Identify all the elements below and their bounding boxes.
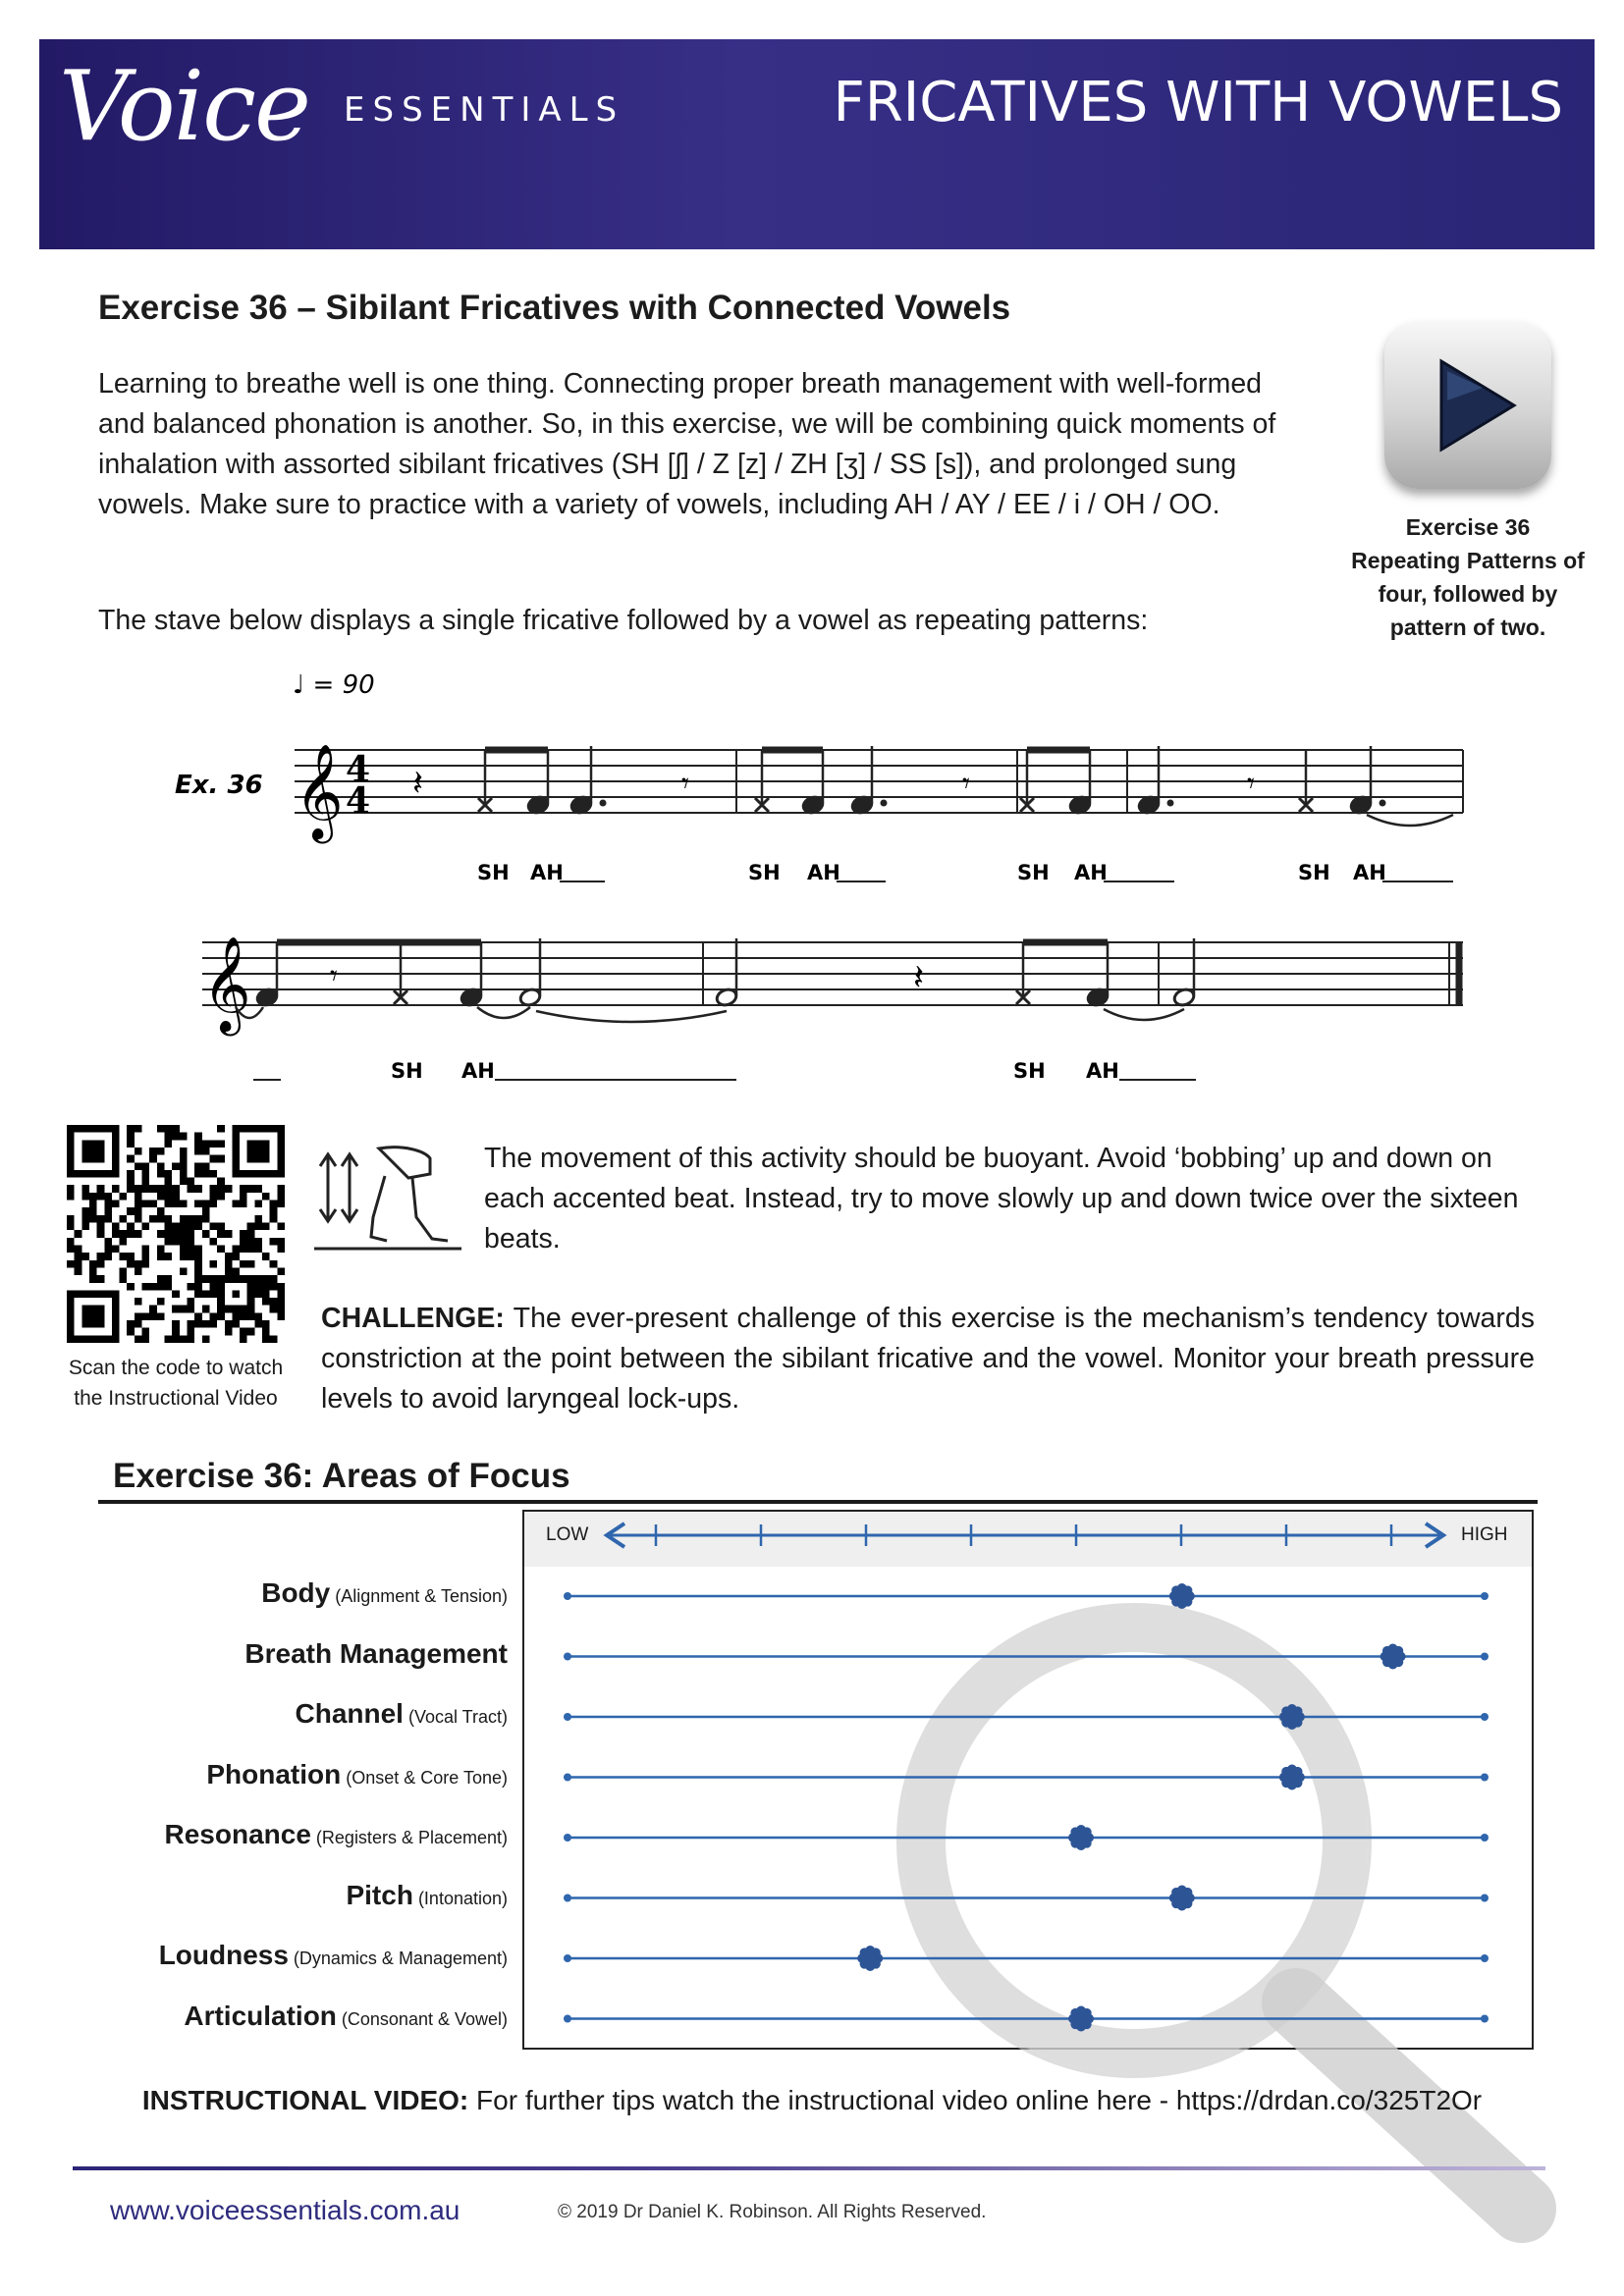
focus-rows: [564, 1583, 1489, 2032]
quarter-rest-icon: 𝄽: [412, 764, 424, 804]
focus-marker: [1068, 1825, 1094, 1850]
focus-label: [244, 1638, 508, 1670]
focus-marker: [1279, 1765, 1305, 1790]
lyric: AH: [1353, 861, 1386, 884]
focus-marker: [1279, 1704, 1305, 1730]
time-sig-top: 4: [346, 749, 371, 790]
video-caption-title: Exercise 36: [1405, 514, 1531, 540]
eighth-rest-icon: 𝄾: [681, 767, 689, 801]
quarter-rest-icon: 𝄽: [913, 958, 925, 998]
time-sig-bottom: 4: [346, 780, 371, 822]
focus-row: [564, 2006, 1489, 2032]
focus-label-detail: (Dynamics & Management): [288, 1949, 508, 1968]
copyright: © 2019 Dr Daniel K. Robinson. All Rights Reserved.: [558, 2202, 987, 2222]
scale-axis: [607, 1523, 1443, 1547]
focus-label-name: Channel: [295, 1698, 404, 1729]
lyric: SH: [1013, 1059, 1046, 1083]
focus-row: [564, 1886, 1489, 1911]
website-link[interactable]: www.voiceessentials.com.au: [110, 2195, 460, 2225]
treble-clef-icon: 𝄞: [295, 743, 344, 839]
focus-label: [261, 1577, 508, 1609]
focus-label-name: Breath Management: [244, 1637, 508, 1669]
focus-label-name: Articulation: [184, 2000, 337, 2031]
focus-label-name: Pitch: [346, 1879, 413, 1910]
exercise-title: Exercise 36 – Sibilant Fricatives with Connected Vowels: [98, 289, 1011, 327]
intro-paragraph: Learning to breathe well is one thing. Connecting proper breath management with well-formed and balanced phonation is another. So, in this exercise, we will be combining quick moments of inhalation with assorted sibilant fricatives (SH [ʃ] / Z [z] / ZH [ʒ] / SS [s]), and prolonged sung vowels. Make sure to practice with a variety of vowels, including AH / AY / EE / i / OH / OO.: [98, 368, 1276, 520]
focus-title: Exercise 36: Areas of Focus: [113, 1457, 570, 1495]
exercise-label: Ex. 36: [175, 771, 263, 800]
focus-marker: [1068, 2006, 1094, 2032]
video-label: INSTRUCTIONAL VIDEO:: [141, 2085, 469, 2115]
focus-row: [564, 1583, 1489, 1609]
lyric: SH: [1017, 861, 1050, 884]
scale-low-label: LOW: [546, 1524, 589, 1545]
focus-row: [564, 1644, 1489, 1670]
lyric: SH: [391, 1059, 423, 1083]
instructional-video-line: [0, 2085, 1624, 2116]
treble-clef-icon: 𝄞: [202, 935, 251, 1032]
focus-label-detail: (Consonant & Vowel): [336, 2008, 508, 2029]
focus-label: [159, 1940, 508, 1971]
focus-row: [564, 1825, 1489, 1850]
lyric: SH: [1298, 861, 1330, 884]
focus-row: [564, 1946, 1489, 1971]
focus-marker: [857, 1946, 883, 1971]
focus-label: [165, 1819, 508, 1850]
focus-label: [346, 1880, 508, 1911]
lyric: SH: [477, 861, 510, 884]
eighth-rest-icon: 𝄾: [330, 959, 338, 993]
focus-row: [564, 1765, 1489, 1790]
page-title: FRICATIVES WITH VOWELS: [833, 71, 1563, 134]
lyric: AH: [1074, 861, 1108, 884]
challenge-text: The ever-present challenge of this exercise is the mechanism’s tendency towards constriction at the point between the sibilant fricative and the vowel. Monitor your breath pressure levels to avoid laryngeal lock-ups.: [321, 1303, 1535, 1415]
challenge-label: CHALLENGE:: [321, 1303, 505, 1334]
logo-script: Voice: [59, 51, 310, 163]
focus-marker: [1169, 1886, 1195, 1911]
lyric: AH: [530, 861, 564, 884]
focus-marker: [1169, 1583, 1195, 1609]
focus-label-detail: (Onset & Core Tone): [341, 1767, 508, 1788]
lyric: AH: [807, 861, 840, 884]
eighth-rest-icon: 𝄾: [962, 767, 970, 801]
focus-label-name: Loudness: [158, 1940, 289, 1970]
lyric: AH: [1086, 1059, 1119, 1083]
focus-label: [206, 1759, 508, 1790]
lyric: AH: [461, 1059, 495, 1083]
focus-label-name: Resonance: [164, 1819, 311, 1849]
tempo-marking: ♩ = 90: [293, 670, 375, 700]
movement-paragraph: The movement of this activity should be buoyant. Avoid ‘bobbing’ up and down on each accented beat. Instead, try to move slowly up and down twice over the sixteen beats.: [484, 1143, 1519, 1255]
focus-label-detail: (Alignment & Tension): [330, 1586, 508, 1606]
focus-label: [184, 2001, 508, 2032]
focus-label: [296, 1698, 509, 1730]
focus-label-detail: (Vocal Tract): [403, 1707, 508, 1727]
eighth-rest-icon: 𝄾: [1247, 767, 1255, 801]
lyric: SH: [748, 861, 781, 884]
focus-label-detail: (Intonation): [412, 1888, 508, 1908]
focus-label-detail: (Registers & Placement): [310, 1828, 508, 1847]
stave-intro: The stave below displays a single fricative followed by a vowel as repeating patterns:: [98, 605, 1149, 636]
footer-divider: [73, 2166, 1545, 2170]
scale-high-label: HIGH: [1461, 1524, 1508, 1545]
qr-caption: Scan the code to watch the Instructional Video: [68, 1357, 284, 1410]
video-caption-text: Repeating Patterns of four, followed by pattern of two.: [1351, 548, 1585, 640]
focus-label-name: Phonation: [206, 1758, 342, 1789]
focus-row: [564, 1704, 1489, 1730]
video-link[interactable]: For further tips watch the instructional video online here - https://drdan.co/325T2Or: [476, 2085, 1483, 2115]
focus-marker: [1380, 1644, 1406, 1670]
logo-wordmark: ESSENTIALS: [344, 90, 625, 130]
focus-label-name: Body: [261, 1577, 331, 1608]
